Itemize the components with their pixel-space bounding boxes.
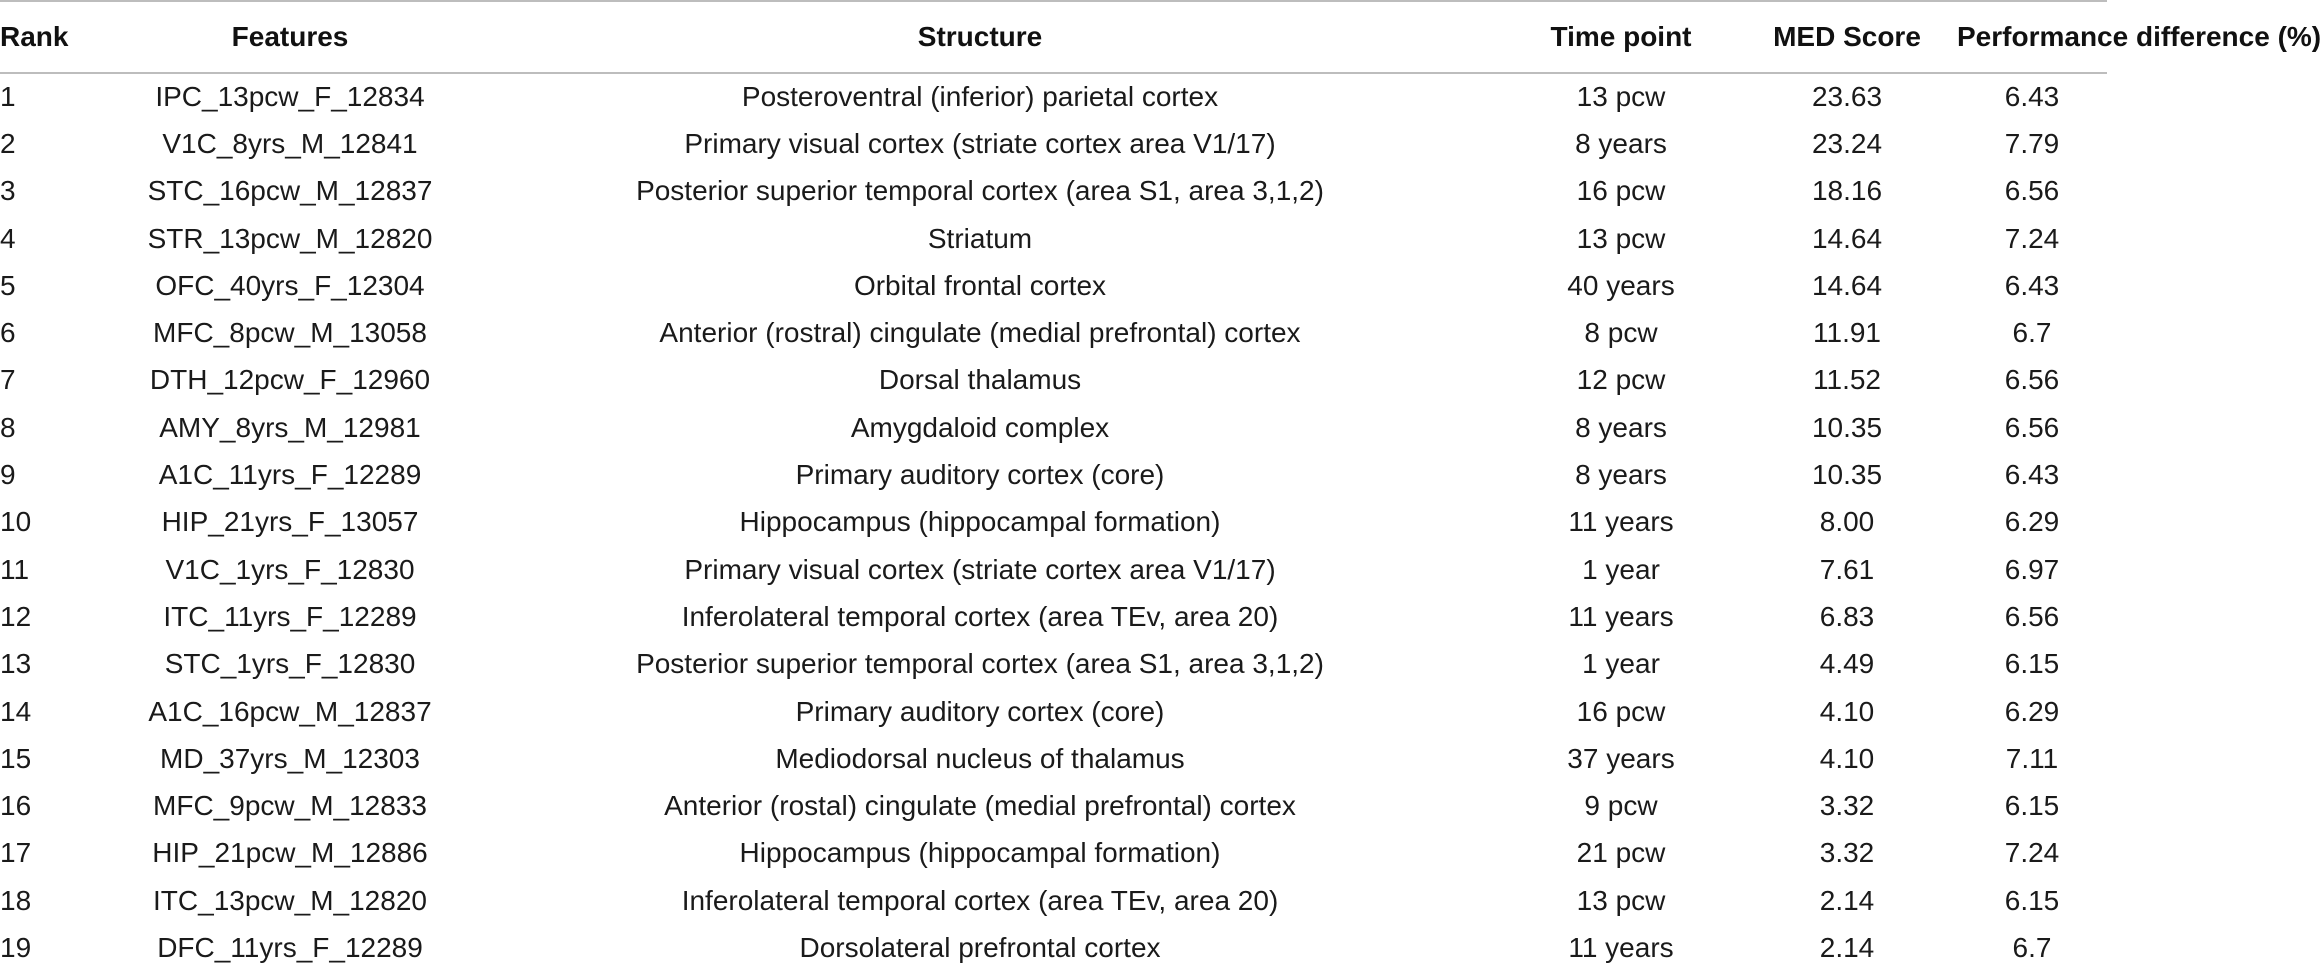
cell-med-score: 11.52: [1813, 364, 1881, 396]
cell-performance-difference: 7.24: [2004, 837, 2060, 869]
cell-performance-difference: 6.56: [2004, 364, 2060, 396]
cell-performance-difference: 6.97: [2004, 553, 2060, 585]
cell-time-point: 8 pcw: [1584, 317, 1658, 349]
cell-structure: Striatum: [927, 222, 1033, 254]
table-row: [0, 641, 2107, 688]
cell-structure: Primary auditory cortex (core): [795, 459, 1165, 491]
cell-structure: Anterior (rostral) cingulate (medial prefrontal) cortex: [659, 317, 1301, 349]
header-rank: Rank: [0, 1, 125, 73]
table-row: [0, 120, 2107, 167]
cell-time-point: 1 year: [1582, 553, 1660, 585]
cell-time-point: 11 years: [1568, 506, 1674, 538]
header-performance-difference: Performance difference (%): [1957, 1, 2107, 73]
cell-time-point: 13 pcw: [1576, 884, 1666, 916]
cell-features: MD_37yrs_M_12303: [160, 742, 420, 774]
cell-structure: Mediodorsal nucleus of thalamus: [775, 742, 1185, 774]
cell-performance-difference: 6.15: [2004, 648, 2060, 680]
cell-med-score: 10.35: [1811, 411, 1883, 443]
cell-features: V1C_8yrs_M_12841: [162, 127, 418, 159]
cell-features: HIP_21pcw_M_12886: [152, 837, 428, 869]
cell-structure: Orbital frontal cortex: [853, 269, 1107, 301]
header-med-score: MED Score: [1737, 1, 1957, 73]
cell-med-score: 4.49: [1819, 648, 1875, 680]
cell-structure: Posterior superior temporal cortex (area S1, area 3,1,2): [636, 648, 1324, 680]
cell-med-score: 6.83: [1819, 600, 1875, 632]
cell-rank: 4: [0, 222, 16, 254]
table-row: [0, 215, 2107, 262]
table-row: [0, 546, 2107, 593]
cell-features: OFC_40yrs_F_12304: [155, 269, 425, 301]
cell-time-point: 13 pcw: [1576, 222, 1666, 254]
cell-rank: 7: [0, 364, 16, 396]
cell-med-score: 7.61: [1819, 553, 1875, 585]
cell-structure: Inferolateral temporal cortex (area TEv, area 20): [681, 884, 1279, 916]
cell-time-point: 37 years: [1567, 742, 1675, 774]
cell-med-score: 3.32: [1819, 790, 1875, 822]
cell-features: DFC_11yrs_F_12289: [157, 931, 423, 963]
cell-features: DTH_12pcw_F_12960: [149, 364, 431, 396]
cell-structure: Posterior superior temporal cortex (area S1, area 3,1,2): [636, 175, 1324, 207]
cell-rank: 11: [0, 553, 30, 585]
cell-rank: 17: [0, 837, 32, 869]
cell-rank: 8: [0, 411, 16, 443]
cell-features: ITC_11yrs_F_12289: [163, 600, 417, 632]
table-row: [0, 404, 2107, 451]
cell-features: HIP_21yrs_F_13057: [161, 506, 419, 538]
cell-rank: 16: [0, 790, 32, 822]
cell-time-point: 8 years: [1575, 459, 1667, 491]
cell-rank: 3: [0, 175, 16, 207]
cell-performance-difference: 6.29: [2004, 695, 2060, 727]
cell-rank: 9: [0, 459, 16, 491]
cell-performance-difference: 7.24: [2004, 222, 2060, 254]
table-row: [0, 877, 2107, 924]
table-header: [0, 1, 2321, 73]
header-time-point: Time point: [1505, 1, 1737, 73]
table-row: [0, 309, 2107, 356]
cell-time-point: 9 pcw: [1584, 790, 1658, 822]
table-row: [0, 688, 2107, 735]
cell-med-score: 23.24: [1811, 127, 1883, 159]
cell-features: AMY_8yrs_M_12981: [159, 411, 421, 443]
cell-rank: 6: [0, 317, 16, 349]
cell-structure: Dorsolateral prefrontal cortex: [799, 931, 1161, 963]
table-row: [0, 168, 2107, 215]
cell-time-point: 1 year: [1582, 648, 1660, 680]
cell-performance-difference: 6.7: [2012, 317, 2052, 349]
cell-med-score: 11.91: [1813, 317, 1881, 349]
cell-features: MFC_9pcw_M_12833: [153, 790, 427, 822]
cell-structure: Posteroventral (inferior) parietal cortex: [741, 81, 1219, 113]
cell-structure: Inferolateral temporal cortex (area TEv, area 20): [681, 600, 1279, 632]
cell-features: STC_16pcw_M_12837: [147, 175, 433, 207]
cell-med-score: 2.14: [1819, 884, 1875, 916]
cell-performance-difference: 6.15: [2004, 884, 2060, 916]
cell-structure: Dorsal thalamus: [878, 364, 1082, 396]
table-row: [0, 262, 2107, 309]
cell-med-score: 2.14: [1819, 931, 1875, 963]
cell-time-point: 16 pcw: [1576, 695, 1666, 727]
cell-rank: 18: [0, 884, 32, 916]
table-row: [0, 499, 2107, 546]
cell-med-score: 14.64: [1811, 222, 1883, 254]
cell-performance-difference: 6.43: [2004, 459, 2060, 491]
table-body: [0, 73, 2107, 972]
cell-rank: 13: [0, 648, 32, 680]
cell-med-score: 4.10: [1819, 695, 1875, 727]
cell-features: STC_1yrs_F_12830: [164, 648, 416, 680]
cell-structure: Primary visual cortex (striate cortex area V1/17): [684, 127, 1276, 159]
cell-rank: 10: [0, 506, 32, 538]
cell-med-score: 23.63: [1811, 81, 1883, 113]
cell-features: A1C_11yrs_F_12289: [158, 459, 422, 491]
cell-performance-difference: 7.79: [2004, 127, 2060, 159]
table-row: [0, 830, 2107, 877]
header-structure: Structure: [455, 1, 1505, 73]
cell-med-score: 3.32: [1819, 837, 1875, 869]
table-row: [0, 782, 2107, 829]
cell-rank: 15: [0, 742, 32, 774]
cell-med-score: 8.00: [1819, 506, 1875, 538]
cell-performance-difference: 6.56: [2004, 411, 2060, 443]
cell-rank: 14: [0, 695, 32, 727]
cell-rank: 1: [0, 81, 16, 113]
cell-performance-difference: 7.11: [2005, 742, 2059, 774]
header-features: Features: [125, 1, 455, 73]
cell-features: A1C_16pcw_M_12837: [148, 695, 432, 727]
cell-time-point: 11 years: [1568, 931, 1674, 963]
table-row: [0, 73, 2107, 120]
cell-structure: Hippocampus (hippocampal formation): [739, 837, 1221, 869]
cell-time-point: 12 pcw: [1576, 364, 1666, 396]
cell-time-point: 40 years: [1567, 269, 1675, 301]
cell-performance-difference: 6.56: [2004, 600, 2060, 632]
cell-performance-difference: 6.43: [2004, 269, 2060, 301]
table-row: [0, 735, 2107, 782]
cell-structure: Hippocampus (hippocampal formation): [739, 506, 1221, 538]
cell-structure: Primary visual cortex (striate cortex area V1/17): [684, 553, 1276, 585]
cell-features: MFC_8pcw_M_13058: [153, 317, 427, 349]
cell-structure: Anterior (rostal) cingulate (medial prefrontal) cortex: [664, 790, 1296, 822]
cell-structure: Primary auditory cortex (core): [795, 695, 1165, 727]
cell-med-score: 14.64: [1811, 269, 1883, 301]
cell-med-score: 10.35: [1811, 459, 1883, 491]
cell-performance-difference: 6.56: [2004, 175, 2060, 207]
cell-performance-difference: 6.7: [2012, 931, 2052, 963]
cell-performance-difference: 6.15: [2004, 790, 2060, 822]
cell-time-point: 13 pcw: [1576, 81, 1666, 113]
table-row: [0, 924, 2107, 971]
table-row: [0, 593, 2107, 640]
cell-features: STR_13pcw_M_12820: [147, 222, 433, 254]
cell-time-point: 11 years: [1568, 600, 1674, 632]
cell-rank: 12: [0, 600, 32, 632]
cell-features: ITC_13pcw_M_12820: [153, 884, 427, 916]
cell-time-point: 16 pcw: [1576, 175, 1666, 207]
cell-med-score: 4.10: [1819, 742, 1875, 774]
cell-rank: 19: [0, 931, 32, 963]
cell-time-point: 8 years: [1575, 411, 1667, 443]
cell-rank: 5: [0, 269, 16, 301]
table-row: [0, 451, 2107, 498]
cell-performance-difference: 6.43: [2004, 81, 2060, 113]
cell-performance-difference: 6.29: [2004, 506, 2060, 538]
cell-rank: 2: [0, 127, 16, 159]
cell-time-point: 8 years: [1575, 127, 1667, 159]
header-row: [0, 1, 2107, 73]
cell-features: IPC_13pcw_F_12834: [155, 81, 425, 113]
cell-features: V1C_1yrs_F_12830: [165, 553, 415, 585]
cell-structure: Amygdaloid complex: [850, 411, 1110, 443]
cell-med-score: 18.16: [1811, 175, 1883, 207]
table-row: [0, 357, 2107, 404]
cell-time-point: 21 pcw: [1576, 837, 1666, 869]
